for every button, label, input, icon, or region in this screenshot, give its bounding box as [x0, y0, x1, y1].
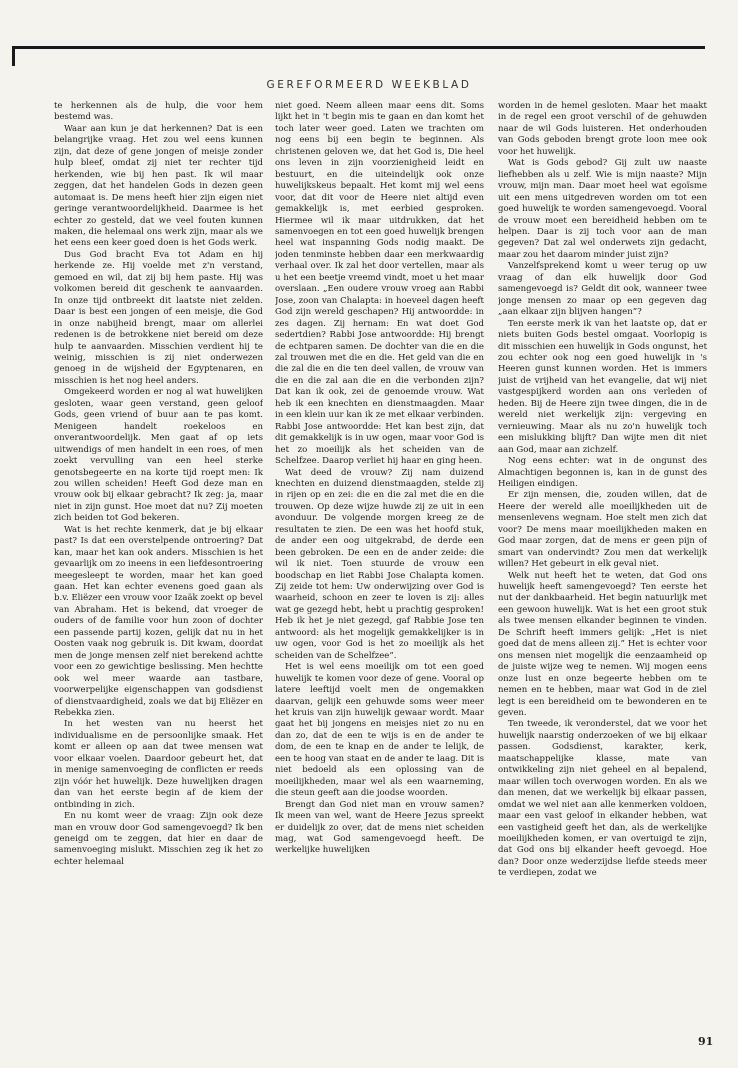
paragraph: Ten tweede, ik veronderstel, dat we voor het huwelijk naarstig onderzoeken of we bij elkaar passen. Godsdienst, karakter, kerk, maatschappelijke klasse, mate van ontwikkeling zijn niet geheel en al bepalend, maar willen toch overwogen worden. En als we dan menen, dat we werkelijk bij elkaar passen, omdat we wel niet aan alle kenmerken voldoen, maar een vast geloof in elkander hebben, wat een vastigheid geeft het dan, als de werkelijke moeilijkheden komen, er van overtuigd te zijn, dat God ons bij elkander heeft gevoegd. Hoe dan? Door onze wederzijdse liefde steeds meer te verdiepen, zodat we — [498, 719, 707, 879]
header-rule-corner — [12, 46, 15, 66]
paragraph: worden in de hemel gesloten. Maar het maakt in de regel een groot verschil of de gehuwden naar de wil Gods luisteren. Het onderhouden van Gods geboden brengt grote loon mee ook voor het huwelijk. — [498, 101, 707, 157]
text-column-2 — [275, 101, 484, 1021]
paragraph: Ten eerste merk ik van het laatste op, dat er niets buiten Gods bestel omgaat. Voorlopig is dit misschien een huwelijk in Gods ongunst, het zou echter ook nog een goed huwelijk in 's Heeren gunst kunnen worden. Het is immers juist de vrijheid van het evangelie, dat wij niet vastgespijkerd worden aan ons verleden of heden. Bij de Heere zijn twee dingen, die in de wereld niet werkelijk zijn: vergeving en vernieuwing. Maar als nu zo'n huwelijk toch een mislukking blijft? Dan wijte men dit niet aan God, maar aan zichzelf. — [498, 318, 707, 455]
paragraph: Er zijn mensen, die, zouden willen, dat de Heere der wereld alle moeilijkheden uit de mensenlevens wegnam. Hoe stelt men zich dat voor? De mens maar moeilijkheden maken en God maar zorgen, dat de mens er geen pijn of smart van ondervindt? Zou men dat werkelijk willen? Het gebeurt in elk geval niet. — [498, 490, 707, 570]
paragraph: Vanzelfsprekend komt u weer terug op uw vraag of dan elk huwelijk door God samengevoegd is? Geldt dit ook, wanneer twee jonge mensen zo maar op een gegeven dag „aan elkaar zijn blijven hangen”? — [498, 261, 707, 318]
text-column-3 — [498, 101, 707, 1021]
paragraph: te herkennen als de hulp, die voor hem bestemd was. — [54, 101, 263, 123]
paragraph: Het is wel eens moeilijk om tot een goed huwelijk te komen voor deze of gene. Vooral op latere leeftijd voelt men de ongemakken daarvan, gelijk een gehuwde soms weer meer het kruis van zijn huwelijk gewaar wordt. Maar gaat het bij jongens en meisjes niet zo nu en dan zo, dat de een te wijs is en de ander te dom, de een te knap en de ander te lelijk, de een te hoog van staat en de ander te laag. Dit is niet bedoeld als een oplossing van de moeilijkheden, maar wel als een waarneming, die steun geeft aan die joodse woorden. — [275, 662, 484, 799]
text-column-1 — [54, 101, 263, 1021]
page-header-title: GEREFORMEERD WEEKBLAD — [266, 79, 472, 91]
header-rule — [12, 46, 705, 49]
paragraph: Wat is Gods gebod? Gij zult uw naaste liefhebben als u zelf. Wie is mijn naaste? Mijn vrouw, mijn man. Daar moet heel wat egoïsme uit een mens uitgedreven worden om tot een goed huwelijk te worden samengevoegd. Vooral de vrouw moet een bereidheid hebben om te helpen. Daar is zij toch voor aan de man gegeven? Dat zal wel onderwets zijn gedacht, maar zou het daarom minder juist zijn? — [498, 158, 707, 260]
paragraph: Dus God bracht Eva tot Adam en hij herkende ze. Hij voelde met z'n verstand, gemoed en wil, dat zij bij hem paste. Hij was volkomen bereid dit geschenk te aanvaarden. In onze tijd ontbreekt dit laatste niet zelden. Daar is best een jongen of een meisje, die God in onze nabijheid brengt, maar om allerlei redenen is de betrokkene niet bereid om deze hulp te aanvaarden. Misschien verdient hij te weinig, misschien is zij niet onderwezen genoeg in de wijsheid der Egyptenaren, en misschien is het nog heel anders. — [54, 249, 263, 386]
paragraph: In het westen van nu heerst het individualisme en de persoonlijke smaak. Het komt er alleen op aan dat twee mensen wat voor elkaar voelen. Daardoor gebeurt het, dat in menige samenvoeging de conflicten er reeds zijn vóór het huwelijk. Deze huwelijken dragen dan van het eerste begin af de kiem der ontbinding in zich. — [54, 719, 263, 810]
paragraph: niet goed. Neem alleen maar eens dit. Soms lijkt het in 't begin mis te gaan en dan komt het toch later weer goed. Laten we trachten om nog eens bij een begin te beginnen. Als christenen geloven we, dat het God is, Die heel ons leven in zijn voorzienigheid leidt en bestuurt, en die uiteindelijk ook onze huwelijkskeus bepaalt. Het komt mij wel eens voor, dat dit voor de Heere niet altijd even gemakkelijk is, met eerbied gesproken. Hiermee wil ik maar uitdrukken, dat het samenvoegen en tot een goed huwelijk brengen heel wat inspanning Gods nodig maakt. De joden tenminste hebben daar een merkwaardig verhaal over. Ik zal het door vertellen, maar als u het een beetje vreemd vindt, moet u het maar overslaan. „Een oudere vrouw vroeg aan Rabbi Jose, zoon van Chalapta: in hoeveel dagen heeft God zijn wereld geschapen? Hij antwoordde: in zes dagen. Zij hernam: En wat doet God sedertdien? Rabbi Jose antwoordde: Hij brengt de echtparen samen. De dochter van die en die zal trouwen met die en die. Het geld van die en die zal die en die ten deel vallen, de vrouw van die en die zal aan die en die verbonden zijn? Dat kan ik ook, zei de genoemde vrouw. Wat heb ik een knechten en dienstmaagden. Maar in een klein uur kan ik ze met elkaar verbinden. Rabbi Jose antwoordde: Het kan best zijn, dat dit gemakkelijk is in uw ogen, maar voor God is het zo moeilijk als het scheiden van de Schelfzee. Daarop verliet hij haar en ging heen. — [275, 101, 484, 467]
page-number: 91 — [698, 1035, 714, 1048]
paragraph: En nu komt weer de vraag: Zijn ook deze man en vrouw door God samengevoegd? Ik ben geneigd om te zeggen, dat hier en daar de samenvoeging mislukt. Misschien zeg ik het zo echter helemaal — [54, 811, 263, 867]
paragraph: Nog eens echter: wat in de ongunst des Almachtigen begonnen is, kan in de gunst des Heiligen eindigen. — [498, 456, 707, 489]
paragraph: Wat is het rechte kenmerk, dat je bij elkaar past? Is dat een overstelpende ontroering? Dat kan, maar het kan ook anders. Misschien is het gevaarlijk om zo ineens in een liefdesontroering meegesleept te worden, maar het kan goed gaan. Het kan echter evenens goed gaan als b.v. Eliëzer een vrouw voor Izaäk zoekt op bevel van Abraham. Het is bekend, dat vroeger de ouders of de familie voor hun zoon of dochter een passende partij kozen, gelijk dat nu in het Oosten vaak nog gebruik is. Dit kwam, doordat men de jonge mensen zelf niet berekend achtte voor een zo gewichtige beslissing. Men hechtte ook wel meer waarde aan tastbare, voorwerpelijke eigenschappen van godsdienst of dienstvaardigheid, zoals we dat bij Eliëzer en Rebekka zien. — [54, 524, 263, 719]
paragraph: Brengt dan God niet man en vrouw samen? Ik meen van wel, want de Heere Jezus spreekt er duidelijk zo over, dat de mens niet scheiden mag, wat God samengevoegd heeft. De werkelijke huwelijken — [275, 799, 484, 856]
paragraph: Omgekeerd worden er nog al wat huwelijken gesloten, waar geen verstand, geen geloof Gods, geen vriend of buur aan te pas komt. Menigeen handelt roekeloos en onverantwoordelijk. Men gaat af op iets uitwendigs of men handelt in een roes, of men zoekt vervulling van een heel sterke genotsbegeerte en na korte tijd roept men: Ik zou willen scheiden! Heeft God deze man en vrouw ook bij elkaar gebracht? Ik zeg: ja, maar niet in zijn gunst. Hoe moet dat nu? Zij moeten zich beiden tot God bekeren. — [54, 387, 263, 524]
paragraph: Waar aan kun je dat herkennen? Dat is een belangrijke vraag. Het zou wel eens kunnen zijn, dat deze of gene jongen of meisje zonder hulp bleef, omdat zij niet ter rechter tijd herkenden, wie bij hen past. Ik wil maar zeggen, dat het handelen Gods in dezen geen automaat is. De mens heeft hier zijn eigen niet geringe verantwoordelijkheid. Daarmee is het echter zo gesteld, dat we veel fouten kunnen maken, die helemaal ons werk zijn, maar als we het eens een keer goed doen is het Gods werk. — [54, 123, 263, 249]
paragraph: Wat deed de vrouw? Zij nam duizend knechten en duizend dienstmaagden, stelde zij in rijen op en zei: die en die zal met die en die trouwen. Op deze wijze huwde zij ze uit in een avonduur. De volgende morgen kreeg ze de resultaten te zien. De een was het hoofd stuk, de ander een oog uitgekrabd, de derde een been gebroken. De een en de ander zeide: die wil ik niet. Toen stuurde de vrouw een boodschap en liet Rabbi Jose Chalapta komen. Zij zeide tot hem: Uw onderwijzing over God is waarheid, schoon en zeer te loven is zij: alles wat ge gezegd hebt, hebt u prachtig gesproken! Heb ik het je niet gezegd, gaf Rabbie Jose ten antwoord: als het mogelijk gemakkelijker is in uw ogen, voor God is het zo moeilijk als het scheiden van de Schelfzee”. — [275, 467, 484, 661]
paragraph: Welk nut heeft het te weten, dat God ons huwelijk heeft samengevoegd? Ten eerste het nut der dankbaarheid. Het begin natuurlijk met een gewoon huwelijk. Wat is het een groot stuk als twee mensen elkander beginnen te vinden. De Schrift heeft immers gelijk: „Het is niet goed dat de mens alleen zij.” Het is echter voor ons mensen niet mogelijk die eenzaamheid op de juiste wijze weg te nemen. Wij mogen eens onze lust en onze begeerte hebben om te nemen en te hebben, maar wat God in de ziel legt is een bereidheid om te bewonderen en te geven. — [498, 570, 707, 719]
